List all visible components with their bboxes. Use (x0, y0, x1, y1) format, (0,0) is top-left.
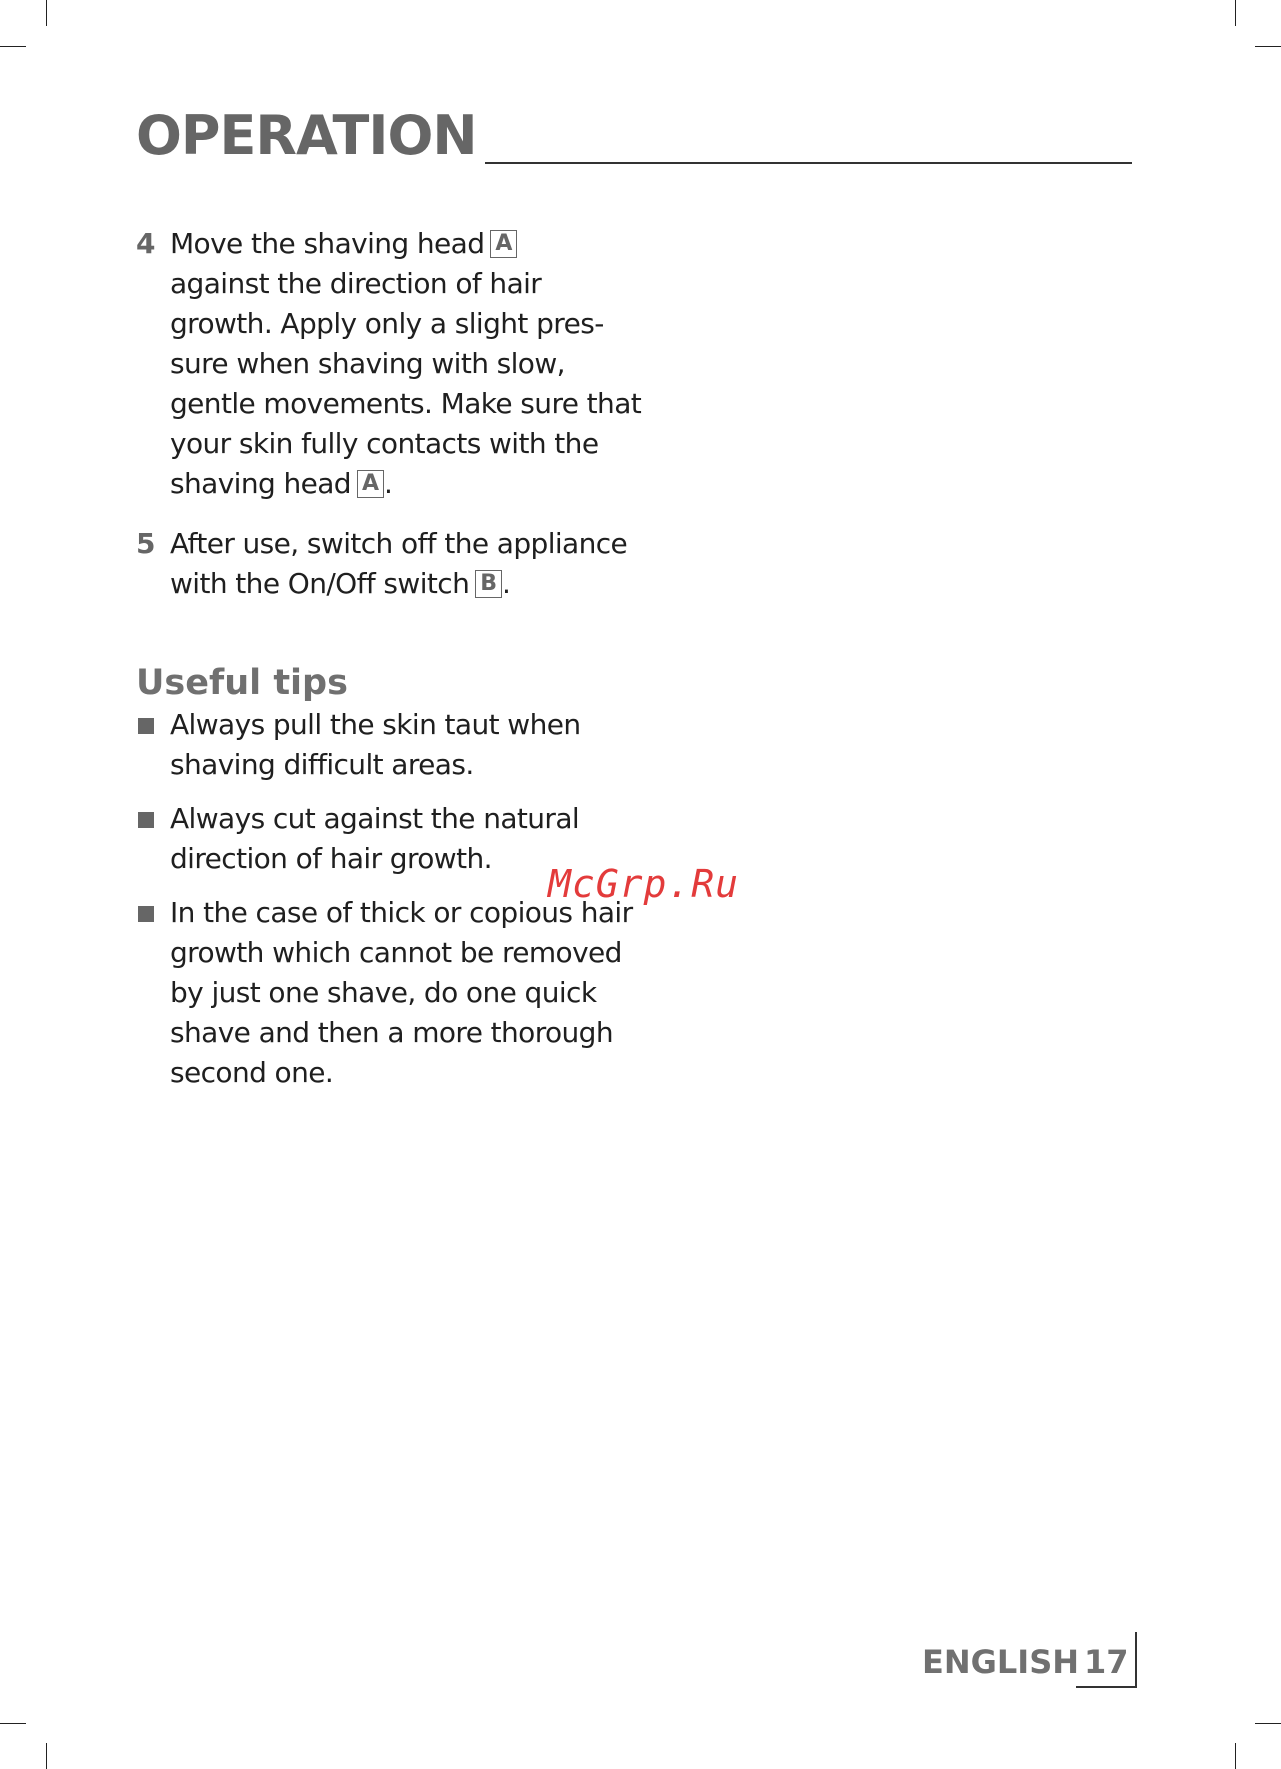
page-header (136, 106, 1132, 166)
tips-heading: Useful tips (136, 663, 348, 703)
page-number: 17 (1084, 1643, 1129, 1681)
step-line: After use, switch off the appliance (170, 527, 628, 560)
crop-mark (1235, 0, 1236, 26)
tip-line: shaving difficult areas. (170, 748, 474, 781)
tip-item (136, 705, 676, 785)
tip-line: Always pull the skin taut when (170, 708, 581, 741)
tip-line: shave and then a more thorough (170, 1016, 614, 1049)
crop-mark (1255, 46, 1281, 47)
crop-mark (0, 1723, 26, 1724)
step-number: 5 (136, 527, 156, 560)
title-rule (485, 162, 1132, 164)
tip-line: Always cut against the natural (170, 802, 580, 835)
footer-language: ENGLISH (922, 1643, 1080, 1681)
tip-line: growth which cannot be removed (170, 936, 622, 969)
step-item (136, 524, 656, 604)
step-text (170, 524, 656, 604)
step-item (136, 224, 656, 504)
step-line: Move the shaving head A (170, 224, 656, 264)
crop-mark (46, 0, 47, 26)
tip-line: direction of hair growth. (170, 842, 492, 875)
step-line: against the direction of hair (170, 267, 542, 300)
crop-mark (0, 46, 26, 47)
steps-list (136, 224, 656, 624)
step-line: with the On/Off switch B . (170, 567, 511, 600)
crop-mark (1235, 1743, 1236, 1769)
tip-line: by just one shave, do one quick (170, 976, 597, 1009)
crop-mark (1255, 1723, 1281, 1724)
step-line: growth. Apply only a slight pres- (170, 307, 604, 340)
tip-line: second one. (170, 1056, 334, 1089)
step-text (170, 224, 656, 504)
part-ref-badge: A (490, 230, 517, 258)
tip-item (136, 893, 676, 1093)
square-bullet-icon (138, 718, 154, 734)
tip-line: In the case of thick or copious hair (170, 896, 633, 929)
square-bullet-icon (138, 812, 154, 828)
page-title: OPERATION (136, 104, 477, 167)
footer-rule-vertical (1135, 1632, 1137, 1688)
step-line: gentle movements. Make sure that (170, 387, 642, 420)
part-ref-badge: A (357, 470, 384, 498)
crop-mark (46, 1743, 47, 1769)
tips-list (136, 705, 676, 1107)
step-line: shaving head A . (170, 467, 393, 500)
part-ref-badge: B (475, 570, 502, 598)
step-line: your skin fully contacts with the (170, 427, 599, 460)
square-bullet-icon (138, 906, 154, 922)
footer-rule-horizontal (1076, 1686, 1137, 1688)
step-number: 4 (136, 227, 156, 260)
watermark-text: McGrp.Ru (548, 862, 740, 906)
step-line: sure when shaving with slow, (170, 347, 565, 380)
